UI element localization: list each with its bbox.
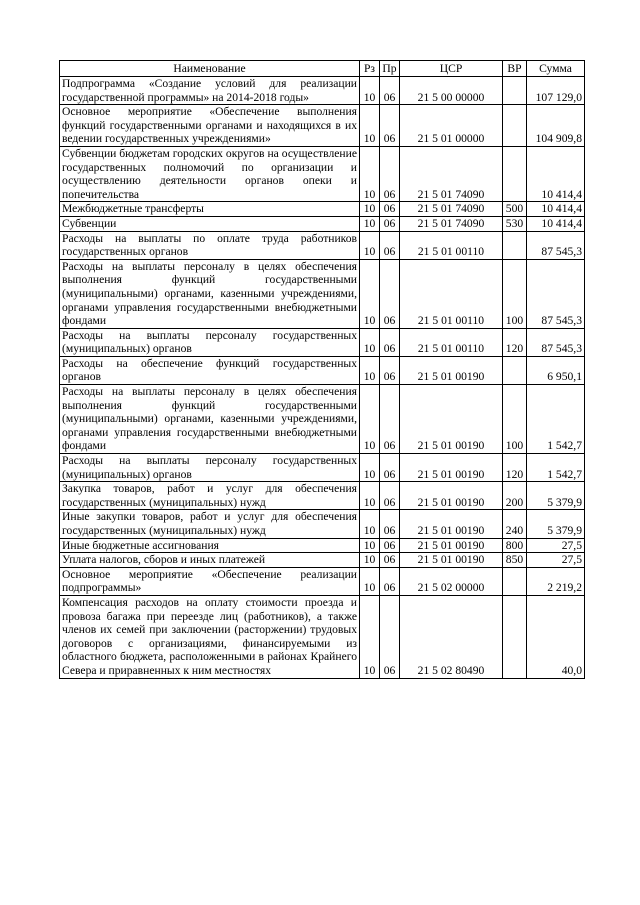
cell-vr: 120 — [503, 328, 527, 356]
cell-vr — [503, 105, 527, 147]
table-row — [60, 77, 585, 105]
cell-csr: 21 5 01 74090 — [400, 216, 503, 231]
cell-name: Расходы на выплаты по оплате труда работников государственных органов — [60, 231, 360, 259]
header-pr: Пр — [380, 61, 400, 77]
cell-rz: 10 — [360, 328, 380, 356]
cell-csr: 21 5 01 00190 — [400, 385, 503, 454]
header-sum: Сумма — [527, 61, 585, 77]
cell-vr: 240 — [503, 510, 527, 538]
cell-pr: 06 — [380, 146, 400, 201]
cell-vr: 120 — [503, 454, 527, 482]
cell-sum: 27,5 — [527, 553, 585, 568]
cell-sum: 27,5 — [527, 538, 585, 553]
cell-rz: 10 — [360, 231, 380, 259]
cell-sum: 87 545,3 — [527, 259, 585, 328]
cell-sum: 87 545,3 — [527, 328, 585, 356]
cell-sum: 10 414,4 — [527, 146, 585, 201]
cell-rz: 10 — [360, 259, 380, 328]
cell-csr: 21 5 02 80490 — [400, 595, 503, 678]
cell-csr: 21 5 01 00110 — [400, 259, 503, 328]
table-row — [60, 510, 585, 538]
table-row — [60, 231, 585, 259]
cell-rz: 10 — [360, 105, 380, 147]
cell-csr: 21 5 01 74090 — [400, 146, 503, 201]
table-row — [60, 567, 585, 595]
cell-name: Межбюджетные трансферты — [60, 202, 360, 217]
cell-csr: 21 5 01 00190 — [400, 454, 503, 482]
cell-pr: 06 — [380, 567, 400, 595]
cell-pr: 06 — [380, 553, 400, 568]
cell-vr — [503, 231, 527, 259]
cell-vr: 800 — [503, 538, 527, 553]
table-row — [60, 482, 585, 510]
cell-pr: 06 — [380, 482, 400, 510]
cell-pr: 06 — [380, 595, 400, 678]
cell-sum: 10 414,4 — [527, 202, 585, 217]
cell-name: Подпрограмма «Создание условий для реализации государственной программы» на 2014-2018 годы» — [60, 77, 360, 105]
cell-name: Закупка товаров, работ и услуг для обеспечения государственных (муниципальных) нужд — [60, 482, 360, 510]
table-row — [60, 216, 585, 231]
cell-rz: 10 — [360, 454, 380, 482]
cell-rz: 10 — [360, 385, 380, 454]
cell-csr: 21 5 01 00190 — [400, 510, 503, 538]
cell-csr: 21 5 01 00000 — [400, 105, 503, 147]
cell-csr: 21 5 02 00000 — [400, 567, 503, 595]
cell-sum: 5 379,9 — [527, 482, 585, 510]
cell-vr — [503, 146, 527, 201]
cell-name: Иные бюджетные ассигнования — [60, 538, 360, 553]
cell-sum: 6 950,1 — [527, 356, 585, 384]
table-row — [60, 538, 585, 553]
cell-name: Расходы на выплаты персоналу в целях обеспечения выполнения функций государственными (муниципальными) органами, казенными учреждениями, органами управления государственными внебюджетными фондами — [60, 259, 360, 328]
cell-rz: 10 — [360, 595, 380, 678]
cell-name: Иные закупки товаров, работ и услуг для обеспечения государственных (муниципальных) нужд — [60, 510, 360, 538]
cell-sum: 2 219,2 — [527, 567, 585, 595]
cell-pr: 06 — [380, 538, 400, 553]
cell-pr: 06 — [380, 454, 400, 482]
cell-name: Расходы на выплаты персоналу государственных (муниципальных) органов — [60, 454, 360, 482]
table-row — [60, 553, 585, 568]
header-vr: ВР — [503, 61, 527, 77]
cell-rz: 10 — [360, 146, 380, 201]
cell-name: Расходы на выплаты персоналу в целях обеспечения выполнения функций государственными (муниципальными) органами, казенными учреждениями, органами управления государственными внебюджетными фондами — [60, 385, 360, 454]
cell-csr: 21 5 01 00110 — [400, 231, 503, 259]
cell-pr: 06 — [380, 202, 400, 217]
cell-sum: 5 379,9 — [527, 510, 585, 538]
cell-sum: 87 545,3 — [527, 231, 585, 259]
budget-table — [59, 60, 585, 679]
header-csr: ЦСР — [400, 61, 503, 77]
cell-rz: 10 — [360, 510, 380, 538]
cell-rz: 10 — [360, 216, 380, 231]
cell-vr — [503, 77, 527, 105]
table-row — [60, 146, 585, 201]
table-row — [60, 259, 585, 328]
cell-rz: 10 — [360, 202, 380, 217]
cell-csr: 21 5 01 74090 — [400, 202, 503, 217]
cell-vr — [503, 567, 527, 595]
table-row — [60, 595, 585, 678]
cell-vr: 100 — [503, 385, 527, 454]
cell-sum: 1 542,7 — [527, 385, 585, 454]
cell-name: Основное мероприятие «Обеспечение выполнения функций государственными органами и находящихся в их ведении государственных учреждениями» — [60, 105, 360, 147]
cell-csr: 21 5 00 00000 — [400, 77, 503, 105]
cell-vr — [503, 595, 527, 678]
cell-sum: 10 414,4 — [527, 216, 585, 231]
cell-vr: 500 — [503, 202, 527, 217]
cell-csr: 21 5 01 00190 — [400, 356, 503, 384]
cell-csr: 21 5 01 00190 — [400, 553, 503, 568]
cell-name: Основное мероприятие «Обеспечение реализации подпрограммы» — [60, 567, 360, 595]
cell-name: Уплата налогов, сборов и иных платежей — [60, 553, 360, 568]
cell-sum: 40,0 — [527, 595, 585, 678]
cell-sum: 107 129,0 — [527, 77, 585, 105]
cell-vr: 530 — [503, 216, 527, 231]
cell-pr: 06 — [380, 356, 400, 384]
cell-pr: 06 — [380, 328, 400, 356]
cell-rz: 10 — [360, 567, 380, 595]
header-row — [60, 61, 585, 77]
cell-sum: 1 542,7 — [527, 454, 585, 482]
cell-name: Субвенции — [60, 216, 360, 231]
cell-pr: 06 — [380, 259, 400, 328]
cell-pr: 06 — [380, 77, 400, 105]
cell-pr: 06 — [380, 105, 400, 147]
cell-name: Расходы на обеспечение функций государственных органов — [60, 356, 360, 384]
cell-rz: 10 — [360, 77, 380, 105]
cell-sum: 104 909,8 — [527, 105, 585, 147]
cell-pr: 06 — [380, 510, 400, 538]
cell-pr: 06 — [380, 385, 400, 454]
cell-rz: 10 — [360, 356, 380, 384]
header-rz: Рз — [360, 61, 380, 77]
cell-pr: 06 — [380, 216, 400, 231]
cell-vr: 850 — [503, 553, 527, 568]
cell-csr: 21 5 01 00190 — [400, 538, 503, 553]
table-row — [60, 385, 585, 454]
cell-name: Компенсация расходов на оплату стоимости проезда и провоза багажа при переезде лиц (работников), а также членов их семей при заключении (расторжении) трудовых договоров с организациями, финансируемыми из областного бюджета, расположенными в районах Крайнего Севера и приравненных к ним местностях — [60, 595, 360, 678]
cell-csr: 21 5 01 00190 — [400, 482, 503, 510]
cell-rz: 10 — [360, 538, 380, 553]
table-row — [60, 202, 585, 217]
table-row — [60, 356, 585, 384]
cell-name: Субвенции бюджетам городских округов на осуществление государственных полномочий по организации и осуществлению деятельности органов опеки и попечительства — [60, 146, 360, 201]
header-name: Наименование — [60, 61, 360, 77]
cell-name: Расходы на выплаты персоналу государственных (муниципальных) органов — [60, 328, 360, 356]
cell-vr: 100 — [503, 259, 527, 328]
cell-vr: 200 — [503, 482, 527, 510]
cell-csr: 21 5 01 00110 — [400, 328, 503, 356]
cell-vr — [503, 356, 527, 384]
cell-rz: 10 — [360, 482, 380, 510]
cell-rz: 10 — [360, 553, 380, 568]
table-row — [60, 454, 585, 482]
table-row — [60, 105, 585, 147]
cell-pr: 06 — [380, 231, 400, 259]
table-row — [60, 328, 585, 356]
